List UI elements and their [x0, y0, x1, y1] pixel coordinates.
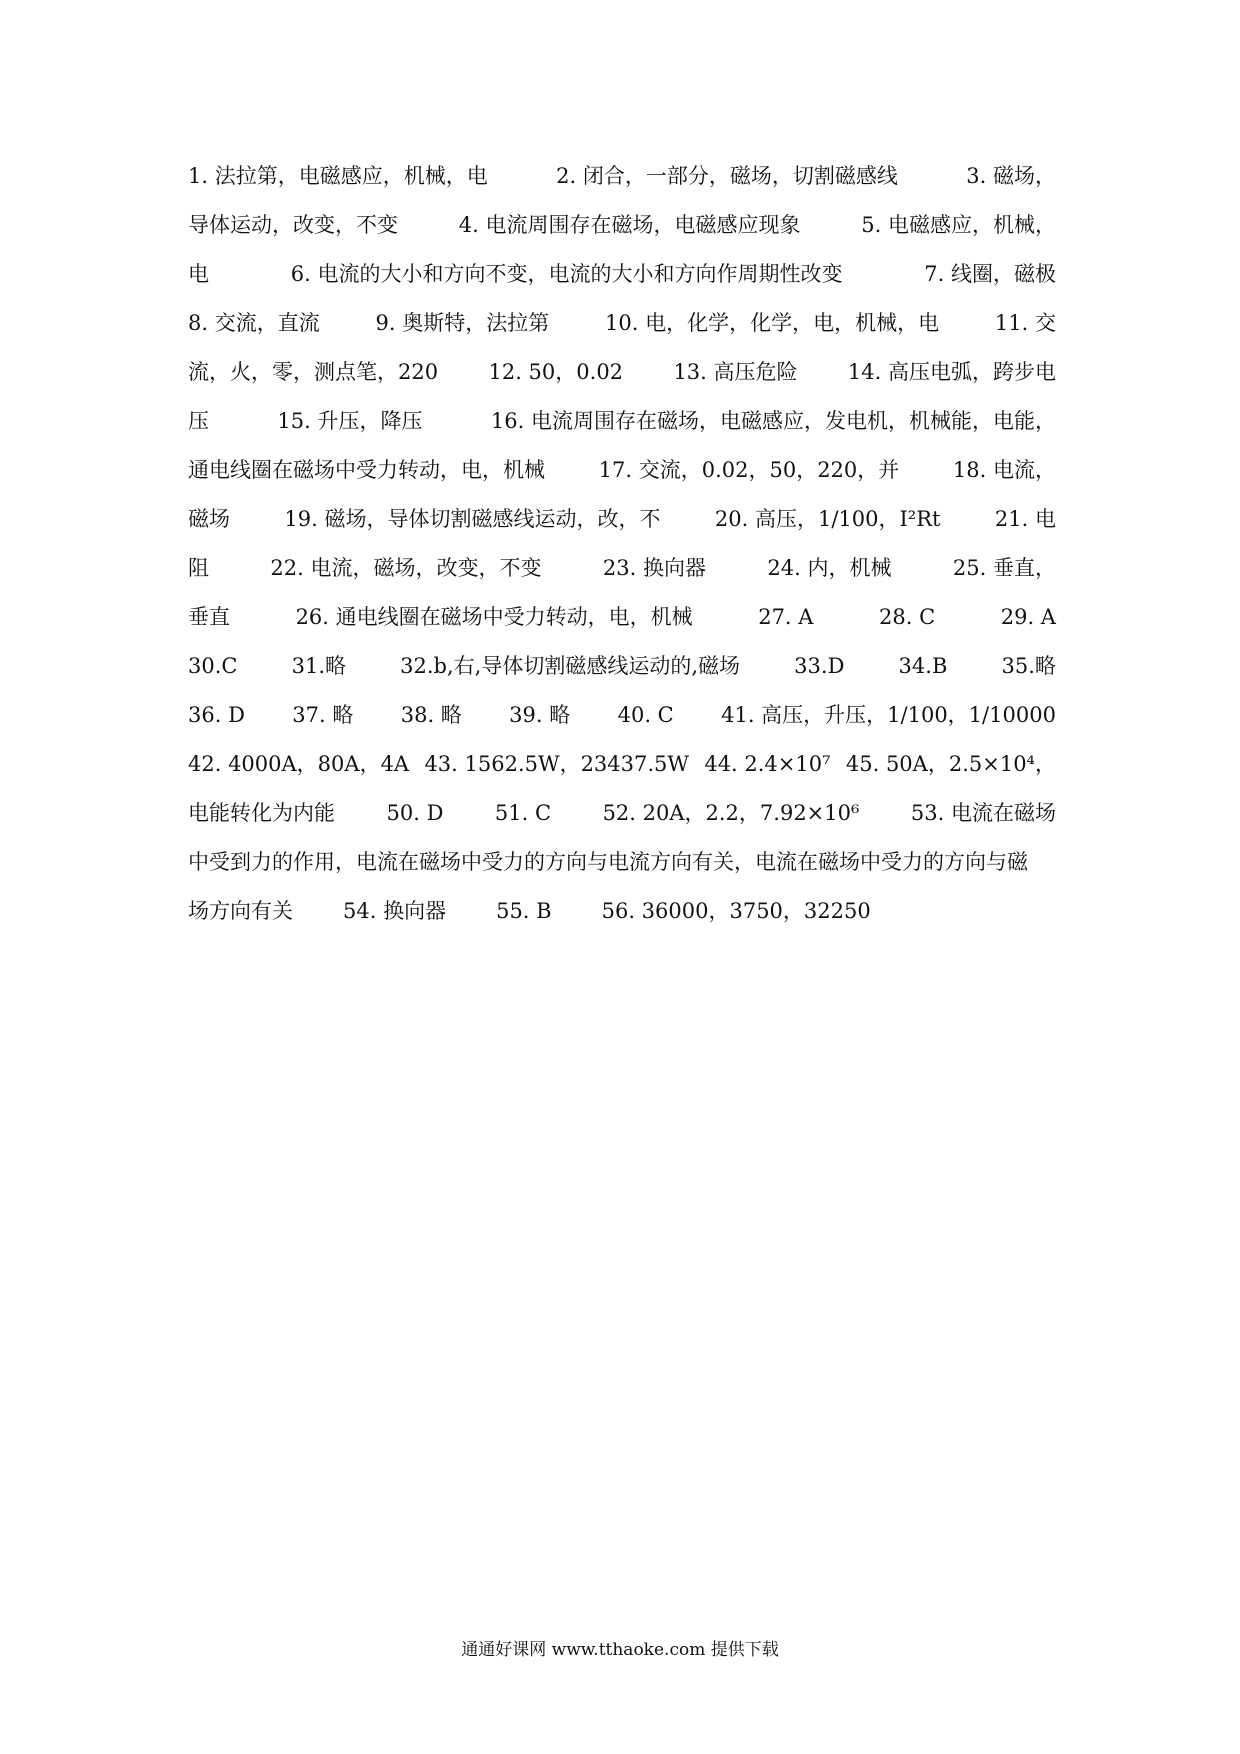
answer-item: 阻 [188, 556, 209, 580]
answer-item: 压 [188, 409, 209, 433]
answer-line [188, 838, 1056, 887]
answer-item: 12. 50，0.02 [488, 360, 624, 384]
answer-item: 7. 线圈，磁极 [924, 262, 1056, 286]
answer-item: 35.略 [1001, 654, 1056, 678]
answer-item: 16. 电流周围存在磁场，电磁感应，发电机，机械能，电能， [490, 409, 1056, 433]
answer-line [188, 544, 1056, 593]
answer-item: 28. C [879, 605, 936, 629]
answer-item: 19. 磁场，导体切割磁感线运动，改，不 [284, 507, 661, 531]
answer-item: 15. 升压，降压 [277, 409, 423, 433]
answer-item: 场方向有关 [188, 899, 293, 923]
answer-item: 3. 磁场， [966, 164, 1056, 188]
answer-item: 30.C [188, 654, 238, 678]
answer-item: 10. 电，化学，化学，电，机械，电 [605, 311, 940, 335]
answer-item: 31.略 [291, 654, 347, 678]
answer-line [188, 201, 1056, 250]
answer-line [188, 740, 1056, 789]
answer-item: 40. C [617, 703, 674, 727]
answer-item: 29. A [1000, 605, 1056, 629]
answer-item: 电能转化为内能 [188, 801, 335, 825]
answer-item: 流，火，零，测点笔，220 [188, 360, 439, 384]
answer-line [188, 397, 1056, 446]
answer-item: 54. 换向器 [343, 899, 447, 923]
answer-item: 41. 高压，升压，1/100，1/10000 [721, 703, 1056, 727]
answer-item: 50. D [386, 801, 444, 825]
answer-item: 中受到力的作用，电流在磁场中受力的方向与电流方向有关，电流在磁场中受力的方向与磁 [188, 850, 1028, 874]
answer-item: 42. 4000A，80A，4A [188, 752, 410, 776]
answer-line [188, 887, 1056, 936]
answer-item: 27. A [758, 605, 814, 629]
answer-item: 25. 垂直， [952, 556, 1056, 580]
answer-item: 2. 闭合，一部分，磁场，切割磁感线 [556, 164, 898, 188]
answer-line [188, 642, 1056, 691]
answer-item: 21. 电 [994, 507, 1056, 531]
answer-item: 44. 2.4×10⁷ [704, 752, 831, 776]
answer-item: 45. 50A，2.5×10⁴， [845, 752, 1056, 776]
answer-item: 32.b,右,导体切割磁感线运动的,磁场 [400, 654, 741, 678]
answer-item: 26. 通电线圈在磁场中受力转动，电，机械 [295, 605, 693, 629]
answer-line [188, 691, 1056, 740]
answer-item: 51. C [494, 801, 552, 825]
answer-item: 8. 交流，直流 [188, 311, 320, 335]
answer-item: 56. 36000，3750，32250 [601, 899, 871, 923]
answer-item: 14. 高压电弧，跨步电 [847, 360, 1056, 384]
answer-item: 39. 略 [509, 703, 571, 727]
answer-item: 36. D [188, 703, 245, 727]
answer-item: 33.D [794, 654, 845, 678]
answer-item: 1. 法拉第，电磁感应，机械，电 [188, 164, 488, 188]
answer-item: 24. 内，机械 [767, 556, 892, 580]
answer-item: 55. B [496, 899, 552, 923]
answer-item: 23. 换向器 [602, 556, 706, 580]
answer-item: 52. 20A，2.2，7.92×10⁶ [602, 801, 860, 825]
answer-item: 5. 电磁感应，机械， [861, 213, 1056, 237]
answer-item: 34.B [898, 654, 948, 678]
answer-item: 11. 交 [994, 311, 1056, 335]
answer-line [188, 446, 1056, 495]
answer-line [188, 348, 1056, 397]
answer-item: 通电线圈在磁场中受力转动，电，机械 [188, 458, 545, 482]
answer-item: 17. 交流，0.02，50，220，并 [598, 458, 900, 482]
answer-item: 4. 电流周围存在磁场，电磁感应现象 [458, 213, 801, 237]
answer-item: 38. 略 [400, 703, 462, 727]
answer-item: 37. 略 [292, 703, 354, 727]
answer-item: 43. 1562.5W，23437.5W [424, 752, 689, 776]
answer-item: 22. 电流，磁场，改变，不变 [270, 556, 542, 580]
answer-item: 13. 高压危险 [673, 360, 798, 384]
answer-key [188, 152, 1056, 936]
answer-item: 电 [188, 262, 209, 286]
answer-item: 垂直 [188, 605, 230, 629]
answer-line [188, 789, 1056, 838]
answer-item: 9. 奥斯特，法拉第 [375, 311, 550, 335]
answer-item: 18. 电流， [952, 458, 1056, 482]
page-footer: 通通好课网 www.tthaoke.com 提供下载 [461, 1640, 779, 1660]
answer-line [188, 152, 1056, 201]
answer-item: 磁场 [188, 507, 230, 531]
answer-line [188, 299, 1056, 348]
answer-item: 53. 电流在磁场 [910, 801, 1056, 825]
answer-line [188, 495, 1056, 544]
answer-line [188, 250, 1056, 299]
answer-item: 6. 电流的大小和方向不变，电流的大小和方向作周期性改变 [290, 262, 843, 286]
answer-item: 20. 高压，1/100，I²Rt [714, 507, 941, 531]
answer-item: 导体运动，改变，不变 [188, 213, 398, 237]
answer-line [188, 593, 1056, 642]
